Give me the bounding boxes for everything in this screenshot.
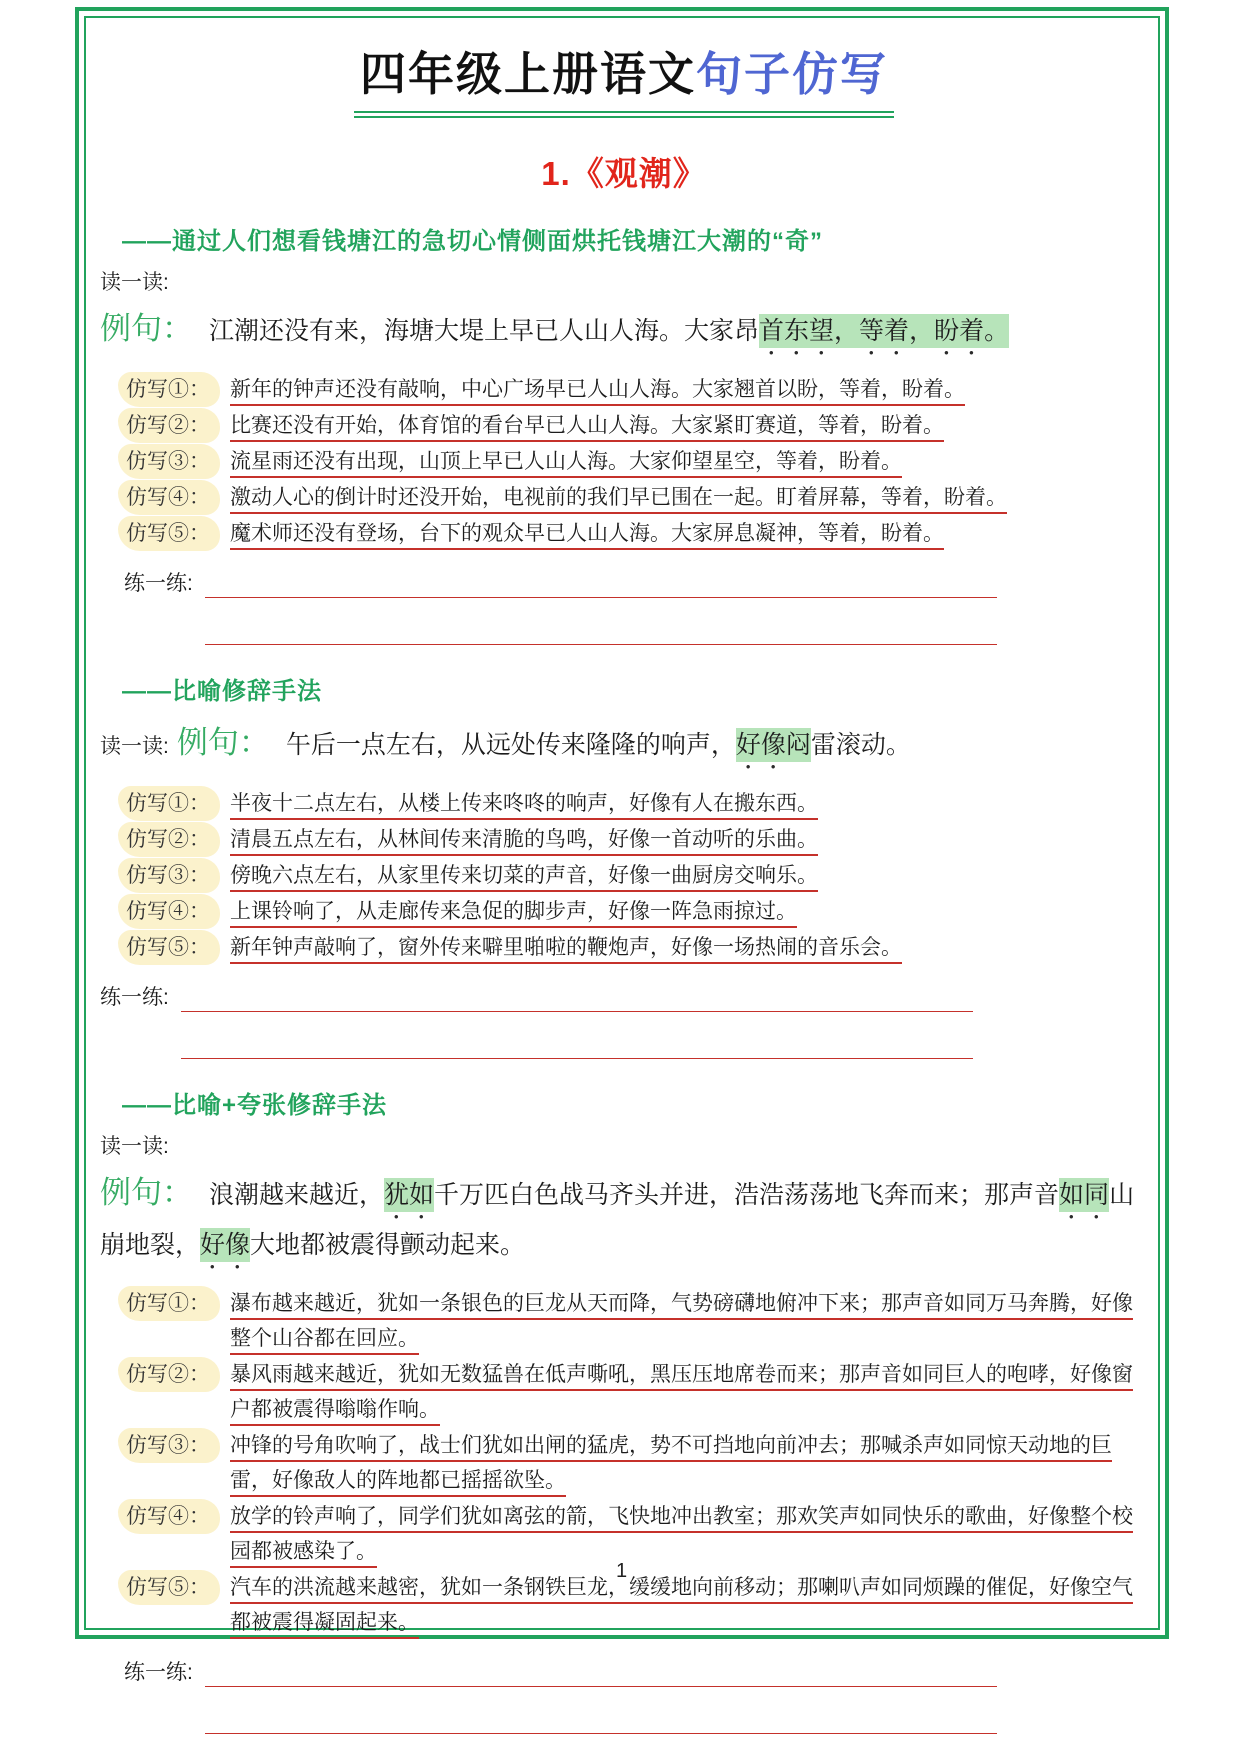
practice-label-3: 练一练: [124,1661,193,1684]
example-text-run: 大地都被震得颤动起来。 [250,1231,526,1259]
read-label-2: 读一读: [100,735,169,758]
technique-heading-2: ——比喻修辞手法 [122,678,322,705]
example-text-run: 午后一点左右，从远处传来隆隆的响声， [285,731,736,759]
imitation-sentence: 暴风雨越来越近，犹如无数猛兽在低声嘶吼，黑压压地席卷而来；那声音如同巨人的咆哮，好像窗户都被震得嗡嗡作响。 [230,1363,1133,1421]
technique-heading-3: ——比喻+夸张修辞手法 [122,1092,388,1119]
title-topic: 句子仿写 [696,48,888,100]
section-anticipation [100,221,1148,645]
imitation-row [118,480,1148,515]
highlighted-keyword: 好像 [736,728,786,762]
read-label-3: 读一读: [100,1135,169,1158]
imitation-sentence: 汽车的洪流越来越密，犹如一条钢铁巨龙，缓缓地向前移动；那喇叭声如同烦躁的催促，好像空气都被震得凝固起来。 [230,1576,1133,1634]
imitation-sentence: 傍晚六点左右，从家里传来切菜的声音，好像一曲厨房交响乐。 [230,864,818,887]
example-label-3: 例句： [100,1175,193,1210]
imitation-label: 仿写⑤： [118,516,220,551]
imitation-label: 仿写③： [118,1428,220,1463]
writing-line [181,1012,973,1059]
imitation-row [118,858,1148,893]
page-number: 1 [615,1560,628,1582]
imitation-row [118,930,1148,965]
imitation-sentence: 上课铃响了，从走廊传来急促的脚步声，好像一阵急雨掠过。 [230,900,797,923]
imitation-sentence: 新年钟声敲响了，窗外传来噼里啪啦的鞭炮声，好像一场热闹的音乐会。 [230,936,902,959]
imitation-sentence: 冲锋的号角吹响了，战士们犹如出闸的猛虎，势不可挡地向前冲去；那喊杀声如同惊天动地的巨雷，好像敌人的阵地都已摇摇欲坠。 [230,1434,1112,1492]
highlighted-keyword: 等着 [859,314,909,348]
imitation-label: 仿写①： [118,1286,220,1321]
example-sentence-1 [100,302,1148,360]
imitation-row [118,444,1148,479]
imitation-sentence: 放学的铃声响了，同学们犹如离弦的箭，飞快地冲出教室；那欢笑声如同快乐的歌曲，好像整个校园都被感染了。 [230,1505,1133,1563]
example-text-2 [286,728,911,762]
imitation-row [118,786,1148,821]
writing-line [205,565,997,598]
technique-heading-1: ——通过人们想看钱塘江的急切心情侧面烘托钱塘江大潮的“奇” [122,228,823,255]
writing-line [205,1654,997,1687]
imitation-sentence: 瀑布越来越近，犹如一条银色的巨龙从天而降，气势磅礴地俯冲下来；那声音如同万马奔腾，好像整个山谷都在回应。 [230,1292,1133,1350]
highlighted-keyword: 如同 [1059,1178,1109,1212]
imitation-sentence: 新年的钟声还没有敲响，中心广场早已人山人海。大家翘首以盼，等着，盼着。 [230,378,965,401]
writing-line [205,1687,997,1734]
imitation-sentence: 激动人心的倒计时还没开始，电视前的我们早已围在一起。盯着屏幕，等着，盼着。 [230,486,1007,509]
imitation-row [118,516,1148,551]
page-title-text [354,38,894,118]
imitation-row [118,894,1148,929]
writing-line [181,979,973,1012]
section-simile-hyperbole [100,1085,1148,1734]
example-text-1 [209,314,1009,348]
imitation-row [118,1499,1148,1569]
imitation-sentence: 比赛还没有开始，体育馆的看台早已人山人海。大家紧盯赛道，等着，盼着。 [230,414,944,437]
imitation-list-2 [118,786,1148,965]
highlighted-keyword: 。 [984,314,1009,348]
imitation-label: 仿写②： [118,822,220,857]
imitation-label: 仿写⑤： [118,930,220,965]
imitation-sentence: 清晨五点左右，从林间传来清脆的鸟鸣，好像一首动听的乐曲。 [230,828,818,851]
imitation-label: 仿写③： [118,858,220,893]
imitation-label: 仿写⑤： [118,1570,220,1605]
example-text-run: 千万匹白色战马齐头并进，浩浩荡荡地飞奔而来；那声音 [434,1181,1060,1209]
imitation-row [118,372,1148,407]
imitation-row [118,408,1148,443]
imitation-sentence: 流星雨还没有出现，山顶上早已人山人海。大家仰望星空，等着，盼着。 [230,450,902,473]
imitation-label: 仿写③： [118,444,220,479]
imitation-label: 仿写①： [118,372,220,407]
page-title [100,38,1148,118]
imitation-row [118,1357,1148,1427]
practice-area-1 [124,565,1148,645]
highlighted-keyword: 犹如 [384,1178,434,1212]
practice-label-2: 练一练: [100,986,169,1009]
example-sentence-3 [100,1166,1148,1274]
imitation-row [118,1286,1148,1356]
highlighted-keyword: ， [834,314,859,348]
imitation-label: 仿写②： [118,1357,220,1392]
example-text-run: 雷滚动。 [810,731,911,759]
lesson-heading: 1.《观潮》 [541,155,707,192]
imitation-label: 仿写④： [118,480,220,515]
writing-line [205,598,997,645]
practice-area-2 [100,979,1148,1059]
imitation-list-1 [118,372,1148,551]
writing-lines-1 [205,565,997,645]
highlighted-keyword: 闷 [786,728,811,762]
imitation-label: 仿写④： [118,1499,220,1534]
example-text-run: 浪潮越来越近， [209,1181,385,1209]
highlighted-keyword: 首东望 [759,314,834,348]
example-sentence-2 [100,716,1148,774]
imitation-list-3 [118,1286,1148,1640]
example-text-3 [100,1178,1134,1262]
page-content [100,30,1148,1740]
imitation-row [118,822,1148,857]
imitation-sentence: 半夜十二点左右，从楼上传来咚咚的响声，好像有人在搬东西。 [230,792,818,815]
practice-area-3 [124,1654,1148,1734]
example-text-run: 江潮还没有来，海塘大堤上早已人山人海。大家昂 [209,317,760,345]
example-label-1: 例句： [100,311,193,346]
section-simile [100,671,1148,1059]
title-course: 四年级上册语文 [360,48,696,100]
imitation-label: 仿写④： [118,894,220,929]
highlighted-keyword: 盼着 [934,314,984,348]
imitation-label: 仿写①： [118,786,220,821]
read-label-1: 读一读: [100,271,169,294]
imitation-label: 仿写②： [118,408,220,443]
writing-lines-2 [181,979,973,1059]
example-label-2: 例句： [176,725,270,760]
imitation-row [118,1428,1148,1498]
practice-label-1: 练一练: [124,572,193,595]
imitation-sentence: 魔术师还没有登场，台下的观众早已人山人海。大家屏息凝神，等着，盼着。 [230,522,944,545]
highlighted-keyword: 好像 [200,1228,250,1262]
example-text-run: 山崩地裂， [100,1181,1135,1259]
highlighted-keyword: ， [909,314,934,348]
writing-lines-3 [205,1654,997,1734]
